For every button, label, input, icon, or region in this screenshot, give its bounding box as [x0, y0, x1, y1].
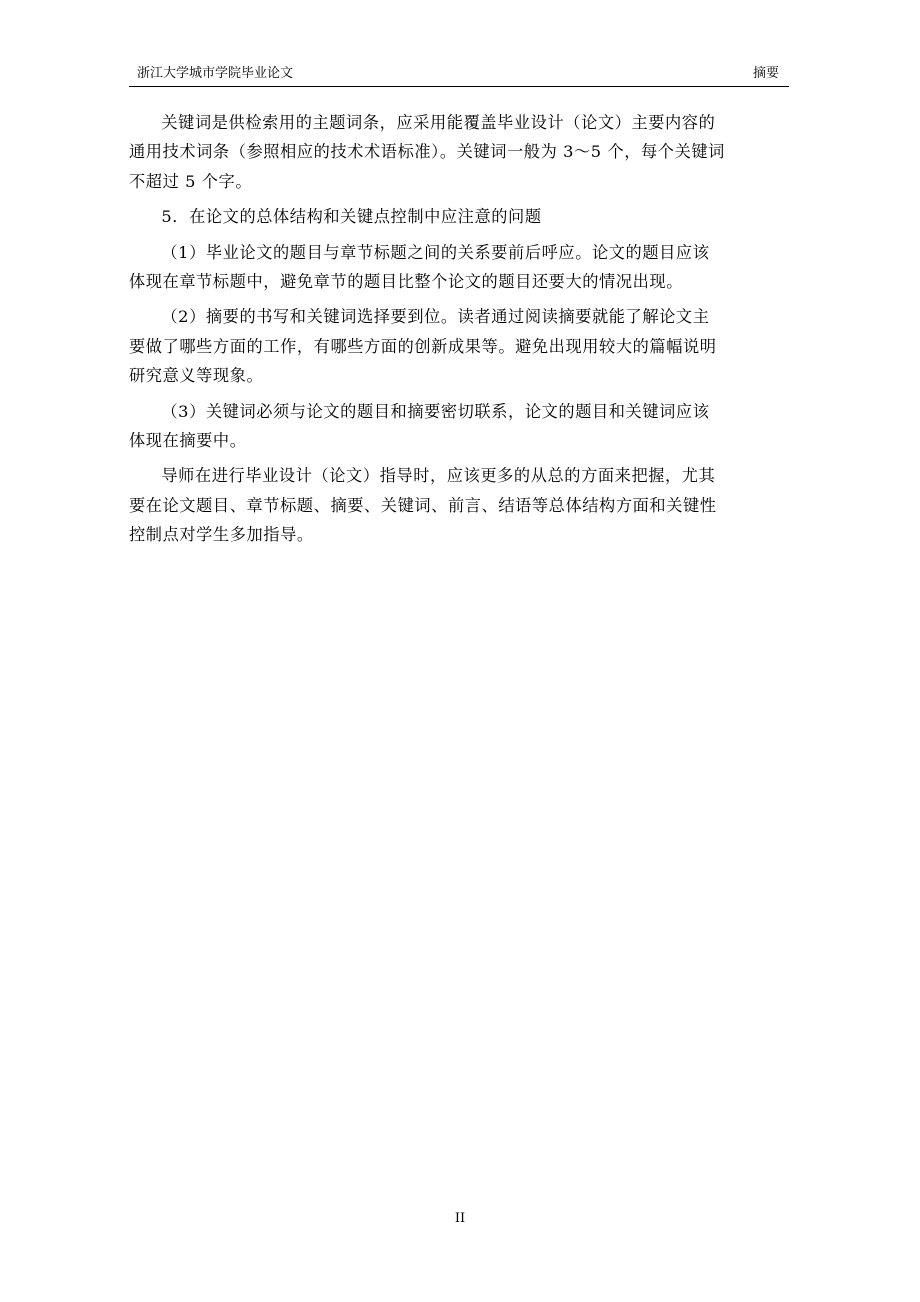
- paragraph-keywords-definition: 关键词是供检索用的主题词条，应采用能覆盖毕业设计（论文）主要内容的 通用技术词条（参照相应的技术术语标准）。关键词一般为 3～5 个，每个关键词 不超过 5 个字。: [129, 113, 725, 191]
- page-number: II: [454, 1211, 466, 1226]
- paragraph-point-3: （3）关键词必须与论文的题目和摘要密切联系，论文的题目和关键词应该 体现在摘要中。: [129, 401, 710, 451]
- header-document-title: 浙江大学城市学院毕业论文: [137, 66, 294, 81]
- paragraph-point-2: （2）摘要的书写和关键词选择要到位。读者通过阅读摘要就能了解论文主 要做了哪些方面的工作，有哪些方面的创新成果等。避免出现用较大的篇幅说明 研究意义等现象。: [129, 307, 717, 386]
- body-text: [129, 108, 789, 556]
- paragraph-section-heading: 5．在论文的总体结构和关键点控制中应注意的问题: [161, 207, 542, 227]
- paragraph-advisor-guidance: 导师在进行毕业设计（论文）指导时，应该更多的从总的方面来把握，尤其 要在论文题目、章节标题、摘要、关键词、前言、结语等总体结构方面和关键性 控制点对学生多加指导。: [129, 466, 717, 545]
- header-section-title: 摘要: [752, 66, 779, 81]
- paragraph-point-1: （1）毕业论文的题目与章节标题之间的关系要前后呼应。论文的题目应该 体现在章节标题中，避免章节的题目比整个论文的题目还要大的情况出现。: [129, 242, 710, 292]
- page-header: [129, 64, 789, 87]
